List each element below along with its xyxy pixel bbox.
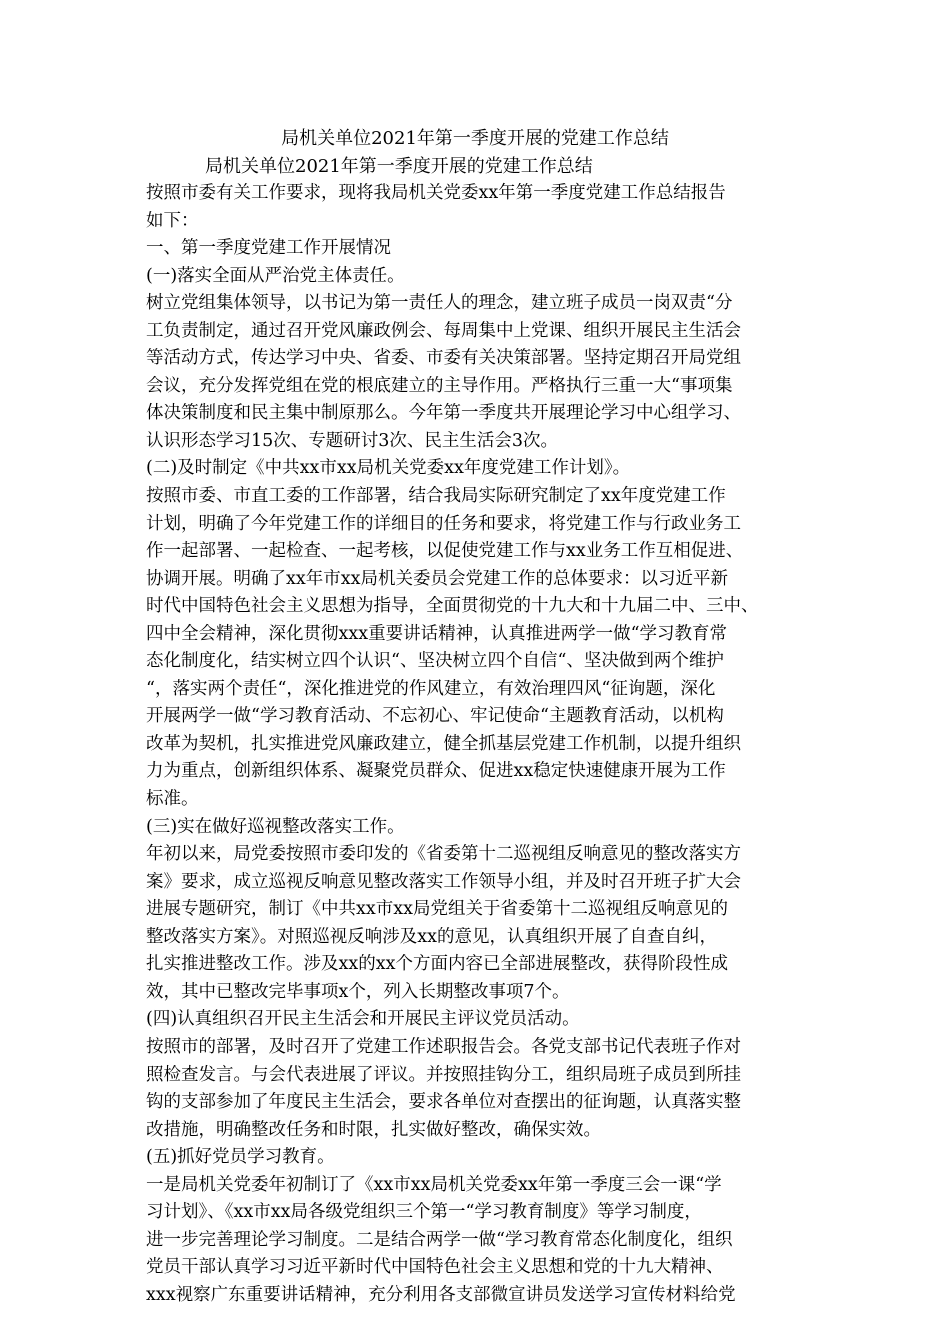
body-line: 照检查发言。与会代表进展了评议。并按照挂钩分工，组织局班子成员到所挂	[146, 1064, 741, 1085]
body-line: 进一步完善理论学习制度。二是结合两学一做“学习教育常态化制度化，组织	[146, 1229, 733, 1250]
body-line: 如下：	[146, 210, 199, 231]
body-line: 进展专题研究，制订《中共xx市xx局党组关于省委第十二巡视组反响意见的	[146, 899, 728, 920]
body-line: 开展两学一做“学习教育活动、不忘初心、牢记使命“主题教育活动，以机构	[146, 706, 724, 727]
body-line: (五)抓好党员学习教育。	[146, 1147, 335, 1168]
body-line: 认识形态学习15次、专题研讨3次、民主生活会3次。	[146, 430, 559, 451]
body-line: xxx视察广东重要讲话精神，充分利用各支部微宣讲员发送学习宣传材料给党	[146, 1284, 736, 1305]
body-line: (二)及时制定《中共xx市xx局机关党委xx年度党建工作计划》。	[146, 458, 631, 479]
body-line: 四中全会精神，深化贯彻xxx重要讲话精神，认真推进两学一做“学习教育常	[146, 623, 728, 644]
body-line: 会议，充分发挥党组在党的根底建立的主导作用。严格执行三重一大“事项集	[146, 375, 733, 396]
body-line: (四)认真组织召开民主生活会和开展民主评议党员活动。	[146, 1009, 580, 1030]
body-line: 态化制度化，结实树立四个认识“、坚决树立四个自信“、坚决做到两个维护	[146, 651, 724, 672]
body-line: 改革为契机，扎实推进党风廉政建立，健全抓基层党建工作机制，以提升组织	[146, 733, 741, 754]
body-line: 按照市委、市直工委的工作部署，结合我局实际研究制定了xx年度党建工作	[146, 486, 726, 507]
body-line: 党员干部认真学习习近平新时代中国特色社会主义思想和党的十九大精神、	[146, 1257, 724, 1278]
body-line: 力为重点，创新组织体系、凝聚党员群众、促进xx稳定快速健康开展为工作	[146, 761, 726, 782]
body-line: 协调开展。明确了xx年市xx局机关委员会党建工作的总体要求：以习近平新	[146, 568, 728, 589]
body-line: 作一起部署、一起检查、一起考核，以促使党建工作与xx业务工作互相促进、	[146, 541, 744, 562]
body-line: 工负责制定，通过召开党风廉政例会、每周集中上党课、组织开展民主生活会	[146, 320, 741, 341]
body-line: 效，其中已整改完毕事项x个，列入长期整改事项7个。	[146, 981, 570, 1002]
body-line: 年初以来，局党委按照市委印发的《省委第十二巡视组反响意见的整改落实方	[146, 844, 741, 865]
body-line: 扎实推进整改工作。涉及xx的xx个方面内容已全部进展整改，获得阶段性成	[146, 954, 728, 975]
body-line: “，落实两个责任“，深化推进党的作风建立，有效治理四风“征询题，深化	[146, 678, 716, 699]
body-line: 计划，明确了今年党建工作的详细目的任务和要求，将党建工作与行政业务工	[146, 513, 741, 534]
body-line: 改措施，明确整改任务和时限，扎实做好整改，确保实效。	[146, 1119, 601, 1140]
document-body	[146, 180, 811, 1309]
body-line: 整改落实方案》。对照巡视反响涉及xx的意见，认真组织开展了自查自纠，	[146, 926, 717, 947]
body-line: 习计划》、《xx市xx局各级党组织三个第一“学习教育制度》等学习制度，	[146, 1202, 702, 1223]
document-title: 局机关单位2021年第一季度开展的党建工作总结	[281, 128, 669, 149]
body-line: (一)落实全面从严治党主体责任。	[146, 265, 405, 286]
body-line: 标准。	[146, 789, 199, 810]
body-line: 一、第一季度党建工作开展情况	[146, 238, 391, 259]
body-line: (三)实在做好巡视整改落实工作。	[146, 816, 405, 837]
body-line: 按照市委有关工作要求，现将我局机关党委xx年第一季度党建工作总结报告	[146, 183, 726, 203]
body-line: 体决策制度和民主集中制原那么。今年第一季度共开展理论学习中心组学习、	[146, 403, 741, 424]
document-subtitle: 局机关单位2021年第一季度开展的党建工作总结	[205, 156, 593, 177]
body-line: 等活动方式，传达学习中央、省委、市委有关决策部署。坚持定期召开局党组	[146, 348, 741, 369]
body-line: 按照市的部署，及时召开了党建工作述职报告会。各党支部书记代表班子作对	[146, 1036, 741, 1057]
body-line: 钩的支部参加了年度民主生活会，要求各单位对查摆出的征询题，认真落实整	[146, 1092, 741, 1113]
body-line: 树立党组集体领导，以书记为第一责任人的理念，建立班子成员一岗双责“分	[146, 293, 733, 314]
body-line: 案》要求，成立巡视反响意见整改落实工作领导小组，并及时召开班子扩大会	[146, 871, 741, 892]
body-line: 一是局机关党委年初制订了《xx市xx局机关党委xx年第一季度三会一课“学	[146, 1174, 722, 1195]
body-line: 时代中国特色社会主义思想为指导，全面贯彻党的十九大和十九届二中、三中、	[146, 596, 759, 617]
